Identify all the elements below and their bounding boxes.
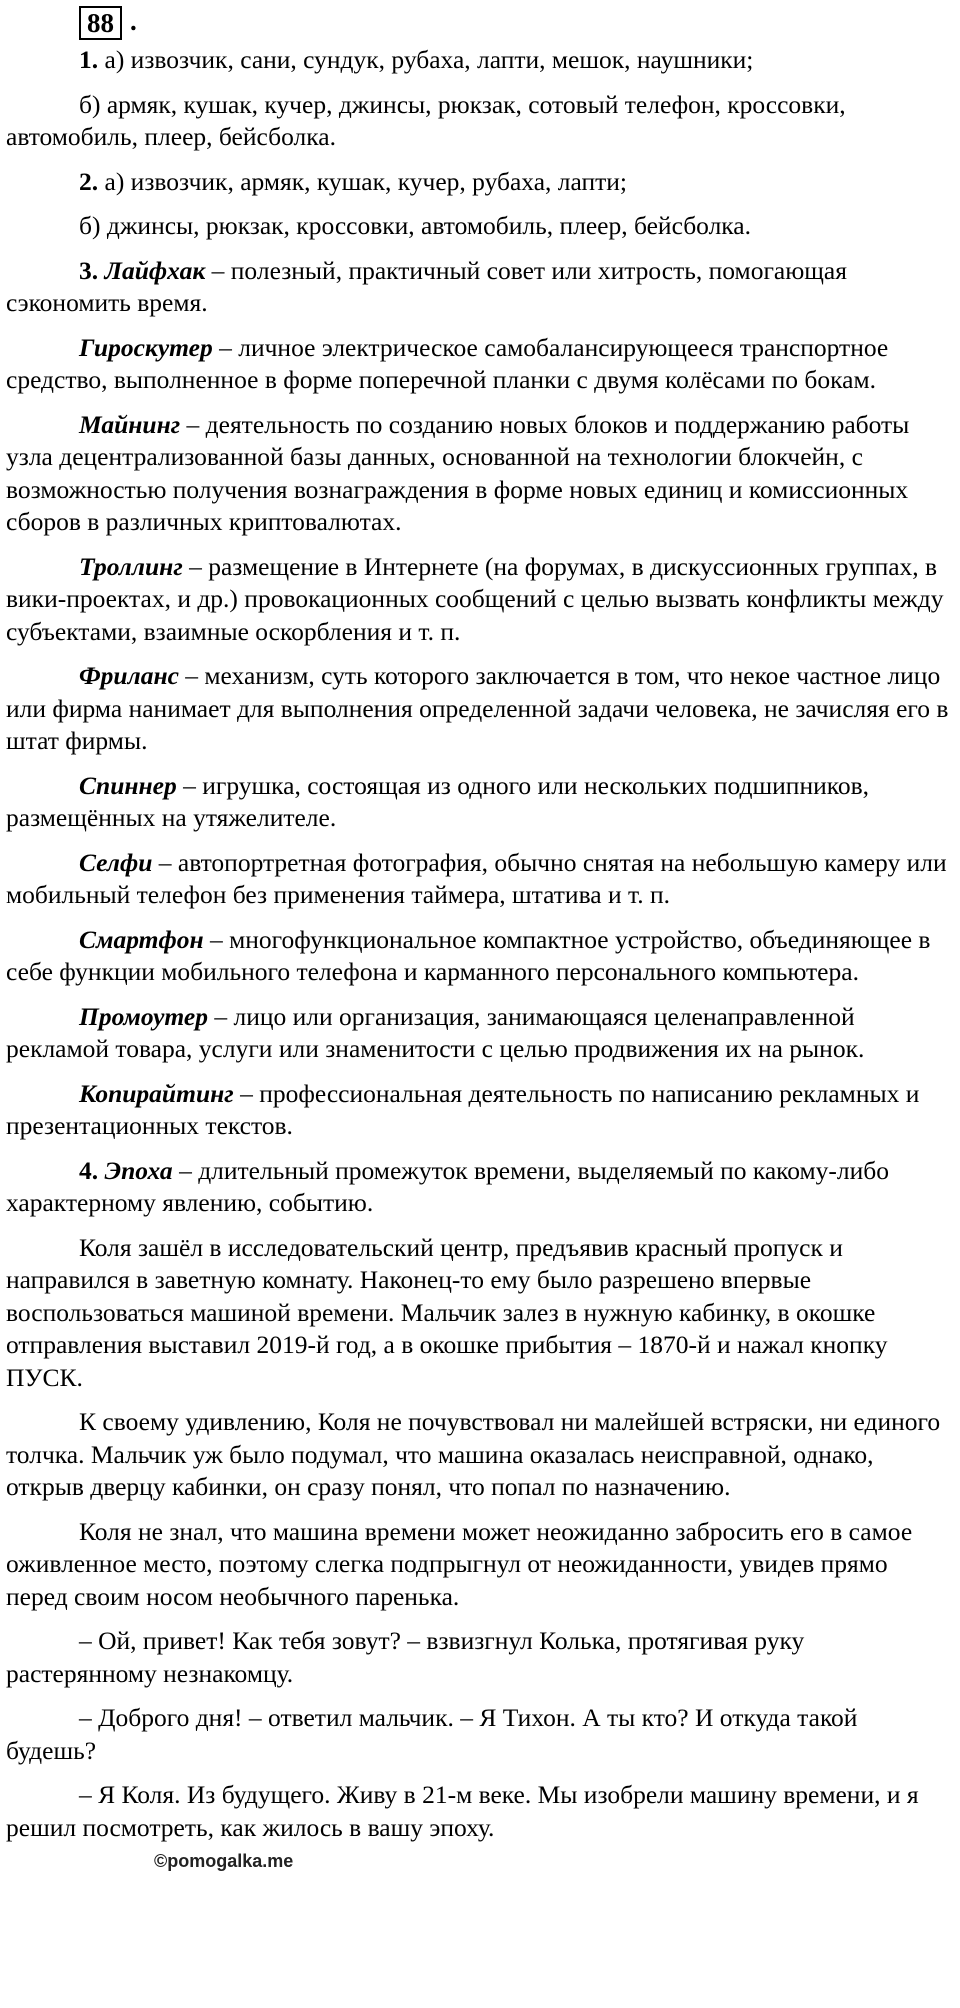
paragraph [6, 1001, 952, 1066]
paragraph [6, 660, 952, 758]
term: Гироскутер [79, 332, 213, 362]
paragraph [6, 89, 952, 154]
paragraph-text: Коля зашёл в исследовательский центр, предъявив красный пропуск и направился в заветную комнату. Наконец-то ему было разрешено впервые воспользоваться машиной времени. Мальчик залез в нужную кабинку, в окошке отправления выставил 2019-й год, а в окошке прибытия – 1870-й и нажал кнопку ПУСК. [6, 1232, 888, 1392]
paragraph [6, 409, 952, 539]
task-number: 2. [79, 166, 99, 196]
paragraph-text: – деятельность по созданию новых блоков и поддержанию работы узла децентрализованной базы данных, основанной на технологии блокчейн, с возможностью получения вознаграждения в форме новых единиц и комиссионных сборов в различных криптовалютах. [6, 409, 910, 536]
paragraph-text: – игрушка, состоящая из одного или нескольких подшипников, размещённых на утяжелителе. [6, 770, 870, 832]
paragraph-text: б) джинсы, рюкзак, кроссовки, автомобиль, плеер, бейсболка. [79, 211, 752, 240]
paragraph-text: К своему удивлению, Коля не почувствовал ни малейшей встряски, ни единого толчка. Мальчик уж было подумал, что машина оказалась неисправной, однако, открыв дверцу кабинки, он сразу понял, что попал по назначению. [6, 1407, 941, 1501]
paragraph-text: – Ой, привет! Как тебя зовут? – взвизгнул Колька, протягивая руку растерянному незнакомцу. [6, 1626, 805, 1688]
paragraph-text: – полезный, практичный совет или хитрость, помогающая сэкономить время. [6, 255, 847, 317]
term: Троллинг [79, 551, 183, 581]
paragraph-text: – профессиональная деятельность по написанию рекламных и презентационных текстов. [6, 1078, 920, 1140]
paragraph [6, 210, 952, 243]
paragraph [6, 255, 952, 320]
term: Спиннер [79, 770, 177, 800]
paragraph [6, 1078, 952, 1143]
paragraph-text: б) армяк, кушак, кучер, джинсы, рюкзак, сотовый телефон, кроссовки, автомобиль, плеер, бейсболка. [6, 89, 846, 151]
paragraph [6, 166, 952, 199]
paragraph [6, 770, 952, 835]
paragraph-text: – Я Коля. Из будущего. Живу в 21-м веке. Мы изобрели машину времени, и я решил посмотреть, как жилось в вашу эпоху. [6, 1780, 919, 1842]
paragraph [6, 1155, 952, 1220]
exercise-number-box [79, 6, 122, 40]
paragraph [6, 1625, 952, 1690]
paragraph [6, 924, 952, 989]
document-body [0, 44, 960, 1844]
task-number: 3. [79, 255, 99, 285]
paragraph-text: – лицо или организация, занимающаяся целенаправленной рекламой товара, услуги или знаменитости с целью продвижения их на рынок. [6, 1001, 865, 1063]
term: Майнинг [79, 409, 181, 439]
term: Эпоха [98, 1155, 173, 1185]
paragraph [6, 332, 952, 397]
paragraph [6, 1779, 952, 1844]
term: Промоутер [79, 1001, 208, 1031]
paragraph-text: а) извозчик, сани, сундук, рубаха, лапти, мешок, наушники; [98, 45, 754, 74]
task-number: 1. [79, 45, 99, 74]
paragraph [6, 1516, 952, 1614]
term: Смартфон [79, 924, 204, 954]
paragraph-text: – автопортретная фотография, обычно снятая на небольшую камеру или мобильный телефон без применения таймера, штатива и т. п. [6, 847, 947, 909]
paragraph [6, 551, 952, 649]
paragraph-text: – личное электрическое самобалансирующееся транспортное средство, выполненное в форме поперечной планки с двумя колёсами по бокам. [6, 332, 889, 394]
paragraph [6, 847, 952, 912]
paragraph-text: – Доброго дня! – ответил мальчик. – Я Тихон. А ты кто? И откуда такой будешь? [6, 1703, 858, 1765]
exercise-number-dot: . [130, 6, 137, 36]
paragraph [6, 1702, 952, 1767]
paragraph-text: – размещение в Интернете (на форумах, в дискуссионных группах, в вики-проектах, и др.) провокационных сообщений с целью вызвать конфликты между субъектами, взаимные оскорбления и т. п. [6, 551, 944, 646]
paragraph-text: – механизм, суть которого заключается в том, что некое частное лицо или фирма нанимает для выполнения определенной задачи человека, не зачисляя его в штат фирмы. [6, 661, 949, 755]
watermark: ©pomogalka.me [154, 1851, 294, 1871]
paragraph-text: а) извозчик, армяк, кушак, кучер, рубаха, лапти; [98, 166, 628, 196]
paragraph [6, 1232, 952, 1395]
paragraph-text: – длительный промежуток времени, выделяемый по какому-либо характерному явлению, событию. [6, 1155, 890, 1217]
term: Копирайтинг [79, 1078, 234, 1108]
term: Лайфхак [98, 255, 206, 285]
exercise-number: 88 [87, 8, 114, 38]
paragraph-text: Коля не знал, что машина времени может неожиданно забросить его в самое оживленное место, поэтому слегка подпрыгнул от неожиданности, увидев прямо перед своим носом необычного паренька. [6, 1516, 913, 1611]
term: Селфи [79, 847, 153, 877]
task-number: 4. [79, 1155, 99, 1185]
term: Фриланс [79, 661, 179, 690]
paragraph-text: – многофункциональное компактное устройство, объединяющее в себе функции мобильного телефона и карманного персонального компьютера. [6, 924, 931, 986]
paragraph [6, 44, 952, 77]
paragraph [6, 1406, 952, 1504]
